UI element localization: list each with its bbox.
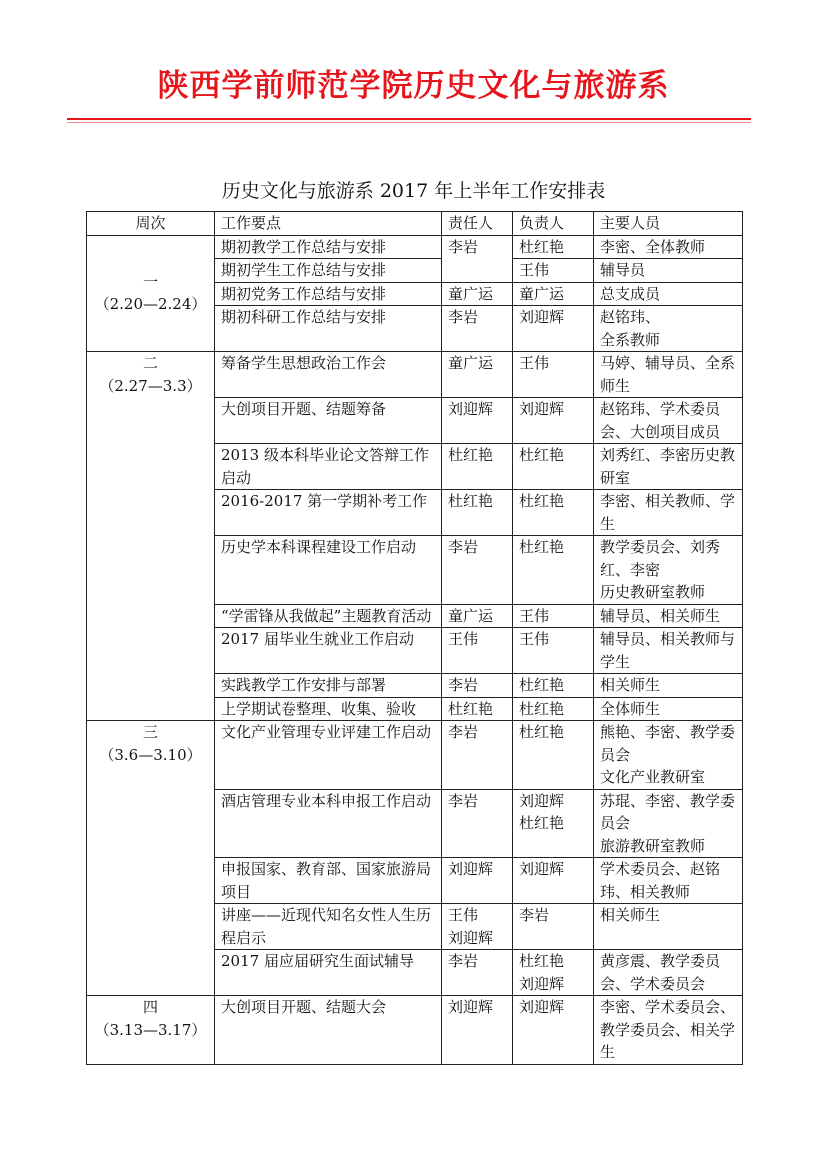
table-header-row <box>87 212 743 236</box>
lead-cell: 杜红艳 <box>513 697 594 721</box>
week-range: （2.20—2.24） <box>94 295 207 314</box>
members-cell: 辅导员 <box>594 259 743 283</box>
members-cell: 赵铭玮、学术委员会、大创项目成员 <box>594 398 743 444</box>
responsible-cell: 刘迎辉 <box>442 858 513 904</box>
task-cell: 实践教学工作安排与部署 <box>215 674 442 698</box>
responsible-cell: 李岩 <box>442 721 513 790</box>
table-row <box>87 721 743 790</box>
responsible-cell: 李岩 <box>442 536 513 605</box>
lead-cell: 杜红艳 <box>513 444 594 490</box>
members-cell: 教学委员会、刘秀红、李密 历史教研室教师 <box>594 536 743 605</box>
week-number: 一 <box>142 272 158 291</box>
task-cell: 期初学生工作总结与安排 <box>215 259 442 283</box>
work-schedule-table <box>86 211 743 1065</box>
task-cell: 期初科研工作总结与安排 <box>215 306 442 352</box>
lead-cell: 王伟 <box>513 352 594 398</box>
table-row <box>87 352 743 398</box>
week-cell <box>87 235 215 352</box>
lead-cell: 杜红艳 <box>513 235 594 259</box>
lead-cell: 刘迎辉 <box>513 858 594 904</box>
task-cell: “学雷锋从我做起”主题教育活动 <box>215 604 442 628</box>
lead-cell: 李岩 <box>513 904 594 950</box>
week-cell <box>87 721 215 996</box>
lead-cell: 杜红艳 <box>513 536 594 605</box>
responsible-cell: 杜红艳 <box>442 444 513 490</box>
week-number: 三 <box>142 723 158 741</box>
lead-cell: 杜红艳 <box>513 721 594 790</box>
week-range: （3.6—3.10） <box>99 745 202 764</box>
week-number: 四 <box>142 998 158 1016</box>
responsible-cell: 李岩 <box>442 950 513 996</box>
members-cell: 马婷、辅导员、全系师生 <box>594 352 743 398</box>
header-week: 周次 <box>87 212 215 236</box>
header-members: 主要人员 <box>594 212 743 236</box>
responsible-cell: 李岩 <box>442 306 513 352</box>
responsible-cell: 刘迎辉 <box>442 996 513 1065</box>
members-cell: 赵铭玮、 全系教师 <box>594 306 743 352</box>
task-cell: 期初党务工作总结与安排 <box>215 282 442 306</box>
department-header-title: 陕西学前师范学院历史文化与旅游系 <box>157 68 670 104</box>
members-cell: 李密、相关教师、学生 <box>594 490 743 536</box>
week-cell <box>87 352 215 721</box>
lead-cell: 王伟 <box>513 604 594 628</box>
lead-cell: 刘迎辉 <box>513 996 594 1065</box>
task-cell: 文化产业管理专业评建工作启动 <box>215 721 442 790</box>
task-cell: 2016-2017 第一学期补考工作 <box>215 490 442 536</box>
members-cell: 刘秀红、李密历史教研室 <box>594 444 743 490</box>
lead-cell: 刘迎辉 <box>513 306 594 352</box>
responsible-cell: 王伟 刘迎辉 <box>442 904 513 950</box>
task-cell: 上学期试卷整理、收集、验收 <box>215 697 442 721</box>
task-cell: 大创项目开题、结题筹备 <box>215 398 442 444</box>
document-title: 历史文化与旅游系 2017 年上半年工作安排表 <box>221 180 606 202</box>
lead-cell: 杜红艳 <box>513 674 594 698</box>
header-divider <box>67 118 751 120</box>
header-lead: 负责人 <box>513 212 594 236</box>
members-cell: 总支成员 <box>594 282 743 306</box>
members-cell: 李密、全体教师 <box>594 235 743 259</box>
task-cell: 历史学本科课程建设工作启动 <box>215 536 442 605</box>
members-cell: 熊艳、李密、教学委员会 文化产业教研室 <box>594 721 743 790</box>
header-divider-thin <box>67 122 751 123</box>
table-row <box>87 235 743 259</box>
members-cell: 李密、学术委员会、教学委员会、相关学生 <box>594 996 743 1065</box>
members-cell: 苏琨、李密、教学委员会 旅游教研室教师 <box>594 789 743 858</box>
members-cell: 相关师生 <box>594 904 743 950</box>
responsible-cell: 杜红艳 <box>442 697 513 721</box>
responsible-cell: 童广运 <box>442 604 513 628</box>
task-cell: 期初教学工作总结与安排 <box>215 235 442 259</box>
week-number: 二 <box>142 354 158 372</box>
responsible-cell: 李岩 <box>442 674 513 698</box>
task-cell: 2017 届毕业生就业工作启动 <box>215 628 442 674</box>
header-task: 工作要点 <box>215 212 442 236</box>
responsible-cell: 王伟 <box>442 628 513 674</box>
lead-cell: 刘迎辉 杜红艳 <box>513 789 594 858</box>
task-cell: 讲座——近现代知名女性人生历程启示 <box>215 904 442 950</box>
lead-cell: 童广运 <box>513 282 594 306</box>
members-cell: 辅导员、相关师生 <box>594 604 743 628</box>
task-cell: 2017 届应届研究生面试辅导 <box>215 950 442 996</box>
table-row <box>87 996 743 1065</box>
task-cell: 2013 级本科毕业论文答辩工作启动 <box>215 444 442 490</box>
responsible-cell: 李岩 <box>442 789 513 858</box>
responsible-cell: 李岩 <box>442 235 513 282</box>
lead-cell: 杜红艳 刘迎辉 <box>513 950 594 996</box>
members-cell: 辅导员、相关教师与学生 <box>594 628 743 674</box>
responsible-cell: 杜红艳 <box>442 490 513 536</box>
lead-cell: 王伟 <box>513 259 594 283</box>
members-cell: 黄彦震、教学委员会、学术委员会 <box>594 950 743 996</box>
responsible-cell: 童广运 <box>442 282 513 306</box>
week-range: （2.27—3.3） <box>99 376 202 395</box>
task-cell: 酒店管理专业本科申报工作启动 <box>215 789 442 858</box>
members-cell: 全体师生 <box>594 697 743 721</box>
members-cell: 学术委员会、赵铭玮、相关教师 <box>594 858 743 904</box>
week-range: （3.13—3.17） <box>94 1020 207 1039</box>
lead-cell: 杜红艳 <box>513 490 594 536</box>
responsible-cell: 刘迎辉 <box>442 398 513 444</box>
members-cell: 相关师生 <box>594 674 743 698</box>
task-cell: 筹备学生思想政治工作会 <box>215 352 442 398</box>
header-responsible: 责任人 <box>442 212 513 236</box>
lead-cell: 刘迎辉 <box>513 398 594 444</box>
task-cell: 申报国家、教育部、国家旅游局项目 <box>215 858 442 904</box>
lead-cell: 王伟 <box>513 628 594 674</box>
task-cell: 大创项目开题、结题大会 <box>215 996 442 1065</box>
responsible-cell: 童广运 <box>442 352 513 398</box>
week-cell <box>87 996 215 1065</box>
